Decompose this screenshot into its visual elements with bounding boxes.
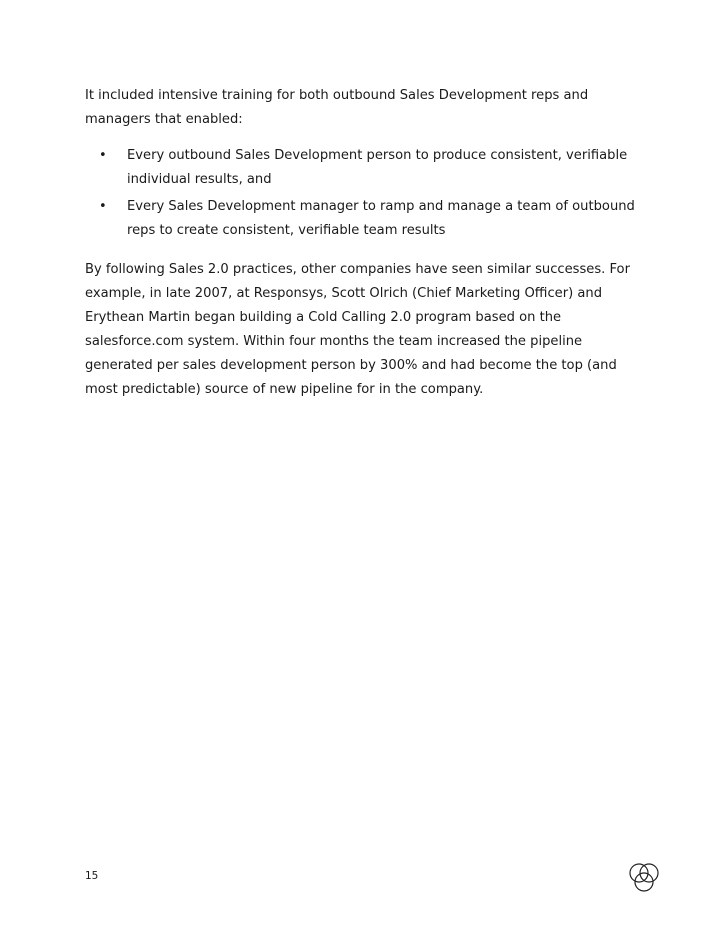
- three-circles-logo-icon: [627, 861, 661, 895]
- list-item: [85, 144, 650, 192]
- bullet-marker: •: [99, 199, 107, 214]
- body-paragraph: By following Sales 2.0 practices, other companies have seen similar successes. For example, in late 2007, at Responsys, Scott Olrich (Chief Marketing Officer) and Erythean Martin began building a Cold Calling 2.0 program based on the salesforce.com system. Within four months the team increased the pipeline generated per sales development person by 300% and had become the top (and most predictable) source of new pipeline for in the company.: [85, 262, 630, 397]
- list-item: [85, 195, 650, 243]
- bullet-text: Every Sales Development manager to ramp and manage a team of outbound reps to create consistent, verifiable team results: [127, 199, 635, 238]
- bullet-list: [85, 144, 650, 243]
- page-number: 15: [85, 870, 99, 882]
- bullet-text: Every outbound Sales Development person to produce consistent, verifiable individual results, and: [127, 148, 628, 187]
- intro-paragraph: It included intensive training for both outbound Sales Development reps and managers that enabled:: [85, 88, 589, 127]
- bullet-marker: •: [99, 148, 107, 163]
- document-body: [85, 84, 650, 402]
